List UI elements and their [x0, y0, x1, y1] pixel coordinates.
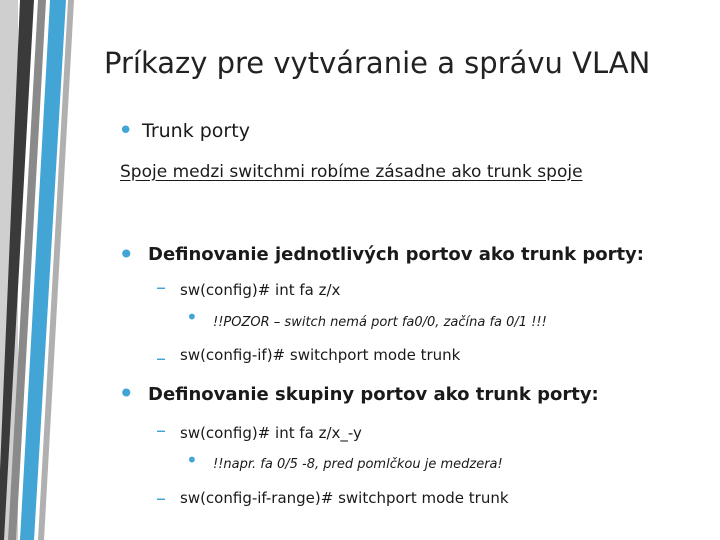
dash-icon: – — [156, 346, 166, 370]
section-1-label: Definovanie jednotlivých portov ako trunk porty: — [148, 244, 644, 265]
section-1-command-1: sw(config)# int fa z/x — [180, 281, 341, 299]
intro-line: Spoje medzi switchmi robíme zásadne ako trunk spoje — [120, 162, 583, 182]
section-2-note: !!napr. fa 0/5 -8, pred pomlčkou je medzera! — [213, 457, 503, 472]
section-2-command-2: sw(config-if-range)# switchport mode trunk — [180, 489, 509, 507]
bullet-icon: • — [118, 377, 135, 410]
heading-bullet: Trunk porty — [142, 120, 250, 142]
section-1-note: !!POZOR – switch nemá port fa0/0, začína fa 0/1 !!! — [213, 315, 547, 330]
bullet-icon: • — [186, 305, 198, 329]
bullet-icon: • — [118, 116, 134, 146]
section-2-label: Definovanie skupiny portov ako trunk porty: — [148, 384, 599, 405]
section-1-command-2: sw(config-if)# switchport mode trunk — [180, 346, 461, 364]
dash-icon: – — [156, 486, 166, 510]
bullet-icon: • — [118, 238, 135, 271]
decorative-stripes — [0, 0, 100, 540]
section-2-command-1: sw(config)# int fa z/x_-y — [180, 424, 362, 442]
slide-title: Príkazy pre vytváranie a správu VLAN — [104, 46, 651, 80]
bullet-icon: • — [186, 448, 198, 472]
dash-icon: – — [156, 418, 166, 442]
dash-icon: – — [156, 275, 166, 299]
